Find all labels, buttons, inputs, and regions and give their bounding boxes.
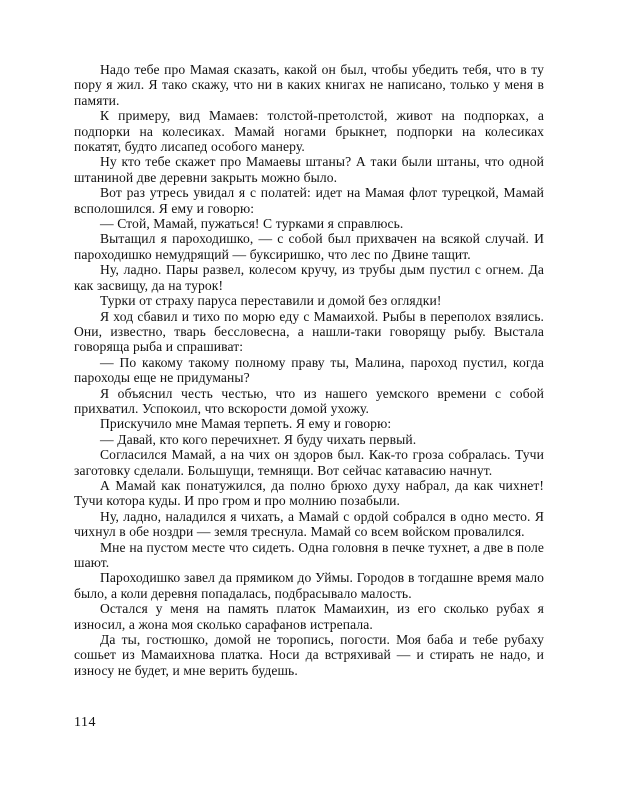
paragraph: Согласился Мамай, а на чих он здоров был. Как-то гроза собралась. Тучи заготовку сделали. Большущи, темнящи. Вот сейчас катавасию начнут.	[74, 447, 544, 478]
paragraph: Пароходишко завел да прямиком до Уймы. Городов в тогдашне время мало было, а коли деревня попадалась, подбрасывало малость.	[74, 570, 544, 601]
paragraph: Я ход сбавил и тихо по морю еду с Мамаихой. Рыбы в переполох взялись. Они, известно, тварь бессловесна, а нашли-таки говорящу рыбу. Выстала говоряща рыба и спрашиват:	[74, 308, 544, 355]
paragraph: Ну, ладно, наладился я чихать, а Мамай с ордой собрался в одно место. Я чихнул в обе ноздри — земля треснула. Мамай со всем войском провалился.	[74, 508, 544, 540]
paragraph: Остался у меня на память платок Мамаихин, из его сколько рубах я износил, а жона моя сколько сарафанов истрепала.	[74, 601, 544, 632]
dialogue-line: — Стой, Мамай, пужаться! С турками я справлюсь.	[100, 216, 404, 232]
story-text	[74, 62, 544, 678]
paragraph: Да ты, гостюшко, домой не торопись, погости. Моя баба и тебе рубаху сошьет из Мамаихнова платка. Носи да встряхивай — и стирать не надо, и износу не будет, и мне верить будешь.	[74, 632, 544, 678]
paragraph: Ну кто тебе скажет про Мамаевы штаны? А таки были штаны, что одной штаниной две деревни закрыть можно было.	[74, 154, 544, 185]
paragraph: К примеру, вид Мамаев: толстой-претолстой, живот на подпорках, а подпорки на колесиках. Мамай ногами брыкнет, подпорки на колесиках покатят, будто лисапед особого манеру.	[74, 108, 544, 155]
page-number: 114	[74, 715, 96, 730]
paragraph: Вот раз утресь увидал я с полатей: идет на Мамая флот турецкой, Мамай всполошился. Я ему и говорю:	[74, 185, 544, 216]
dialogue-line: — Давай, кто кого перечихнет. Я буду чихать первый.	[100, 431, 417, 447]
paragraph: Вытащил я пароходишко, — с собой был прихвачен на всякой случай. И пароходишко немудрящий — буксиришко, что лес по Двине тащит.	[74, 231, 544, 262]
dialogue-line: — По какому такому полному праву ты, Малина, пароход пустил, когда пароходы еще не придуманы?	[74, 354, 544, 386]
paragraph: Прискучило мне Мамая терпеть. Я ему и говорю:	[100, 416, 392, 432]
paragraph: Ну, ладно. Пары развел, колесом кручу, из трубы дым пустил с огнем. Да как засвищу, да на турок!	[74, 262, 544, 293]
paragraph: Турки от страху паруса переставили и домой без оглядки!	[100, 293, 442, 309]
paragraph: Мне на пустом месте что сидеть. Одна головня в печке тухнет, а две в поле шают.	[74, 539, 544, 570]
paragraph: А Мамай как понатужился, да полно брюхо духу набрал, да как чихнет! Тучи котора куды. И про гром и про молнию позабыли.	[74, 477, 544, 509]
paragraph: Я объяснил честь честью, что из нашего уемского времени с собой прихватил. Успокоил, что вскорости домой ухожу.	[74, 385, 544, 416]
paragraph: Надо тебе про Мамая сказать, какой он был, чтобы убедить тебя, что в ту пору я жил. Я тако скажу, что ни в каких книгах не написано, только у меня в памяти.	[74, 62, 544, 108]
